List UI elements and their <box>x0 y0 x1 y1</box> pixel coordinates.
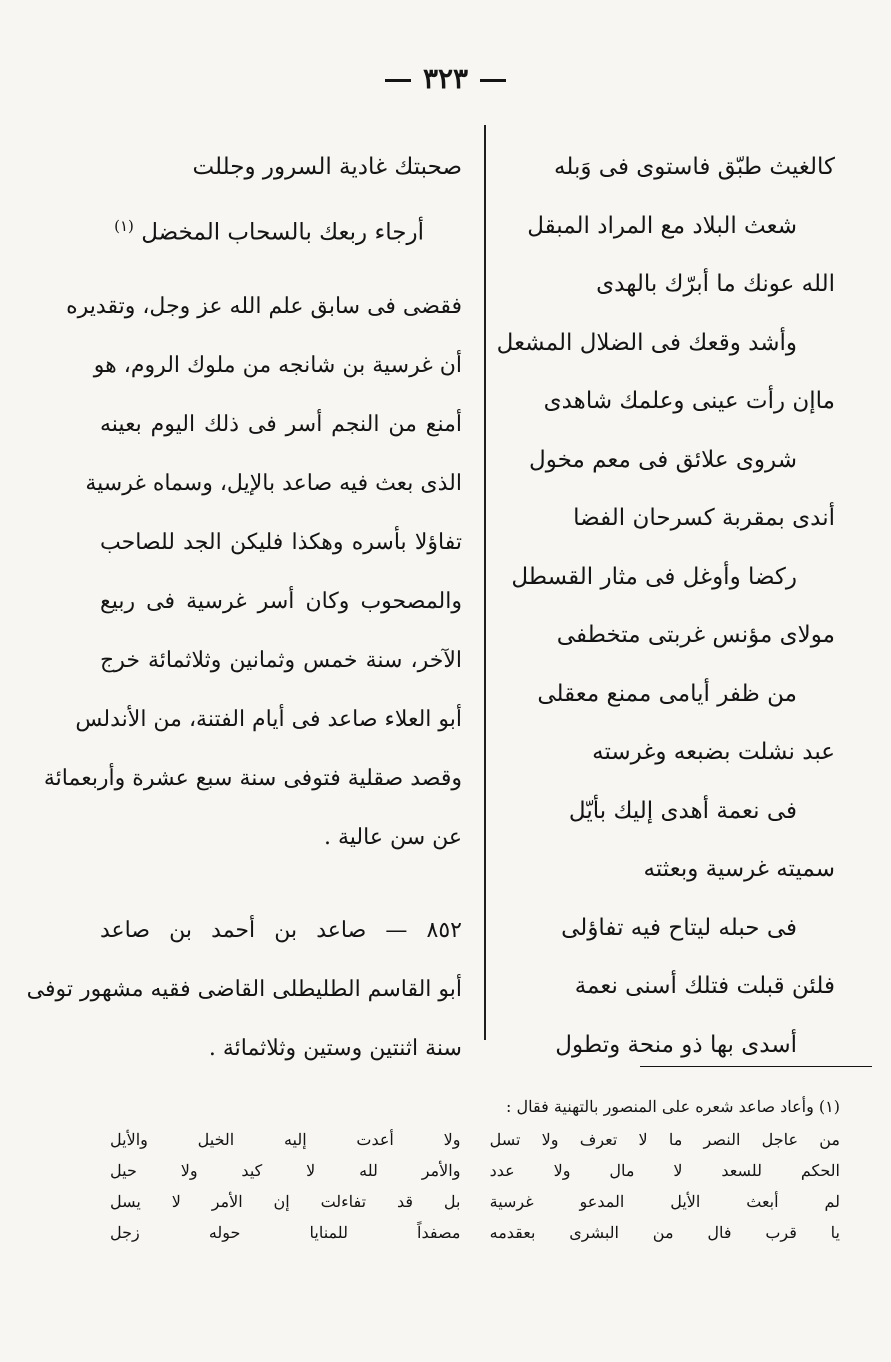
footnote-verse-2 <box>110 1155 840 1186</box>
footnote-verse-3 <box>110 1186 840 1217</box>
verse-6-hemistich-1: عبد نشلت بضبعه وغرسته <box>592 739 835 765</box>
verse-2-hemistich-1: الله عونك ما أبرّك بالهدى <box>596 271 835 297</box>
footnote-reference: (١) <box>114 216 134 235</box>
column-divider <box>484 125 486 1040</box>
verse-8-hemistich-2: أسدى بها ذو منحة وتطول <box>555 1031 797 1058</box>
footnote-verse-2-b: والأمر لله لا كيد ولا حيل <box>110 1161 461 1180</box>
prose-column <box>26 138 462 1078</box>
footnote-verse-1 <box>110 1124 840 1155</box>
paragraph-1-line-8: أبو العلاء صاعد فى أيام الفتنة، من الأندلس <box>75 707 462 732</box>
paragraph-1-line-7: الآخر، سنة خمس وثمانين وثلاثمائة خرج <box>100 648 462 673</box>
verse-2-hemistich-2: وأشد وقعك فى الضلال المشعل <box>496 329 797 356</box>
closing-verse-hemistich-1: صحبتك غادية السرور وجللت <box>192 154 462 180</box>
closing-verse-text: أرجاء ربعك بالسحاب المخضل <box>141 219 424 246</box>
footnote-verse-3-a: لم أبعث الأيل المدعو غرسية <box>489 1192 840 1211</box>
footnote-verse-4-a: يا قرب فال من البشرى بعقدمه <box>489 1223 840 1242</box>
verse-4-hemistich-2: ركضا وأوغل فى مثار القسطل <box>511 563 797 590</box>
verse-8-hemistich-1: فلئن قبلت فتلك أسنى نعمة <box>574 973 835 999</box>
verse-5-hemistich-2: من ظفر أيامى ممنع معقلى <box>537 680 797 707</box>
verse-3-hemistich-1: ماإن رأت عينى وعلمك شاهدى <box>543 388 835 414</box>
paragraph-1-line-10: عن سن عالية . <box>324 825 462 850</box>
footnote-verse-1-a: من عاجل النصر ما لا تعرف ولا تسل <box>489 1130 840 1149</box>
verse-7-hemistich-2: فى حبله ليتاح فيه تفاؤلى <box>561 914 797 941</box>
entry-852-heading: ٨٥٢ — صاعد بن أحمد بن صاعد <box>100 918 462 943</box>
verse-6-hemistich-2: فى نعمة أهدى إليك بأيّل <box>568 797 797 824</box>
paragraph-1-line-2: أن غرسية بن شانجه من ملوك الروم، هو <box>93 353 462 378</box>
verse-1-hemistich-1: كالغيث طبّق فاستوى فى وَبله <box>554 154 835 180</box>
verse-4-hemistich-1: أندى بمقربة كسرحان الفضا <box>573 505 835 531</box>
paragraph-1-line-1: فقضى فى سابق علم الله عز وجل، وتقديره <box>66 294 462 319</box>
footnote-verse-2-a: الحكم للسعد لا مال ولا عدد <box>489 1161 840 1180</box>
paragraph-2-line-3: سنة اثنتين وستين وثلاثمائة . <box>208 1036 462 1061</box>
paragraph-1-line-4: الذى بعث فيه صاعد بالإيل، وسماه غرسية <box>85 471 462 496</box>
paragraph-1-line-6: والمصحوب وكان أسر غرسية فى ربيع <box>100 589 462 614</box>
footnote-intro: (١) وأعاد صاعد شعره على المنصور بالتهنية فقال : <box>506 1097 840 1116</box>
verse-3-hemistich-2: شروى علائق فى معم مخول <box>529 446 797 473</box>
verse-5-hemistich-1: مولاى مؤنس غربتى متخطفى <box>556 622 835 648</box>
verse-1-hemistich-2: شعث البلاد مع المراد المبقل <box>527 212 797 239</box>
footnote <box>110 1090 840 1248</box>
page-number: ٣٢٣ <box>0 62 891 95</box>
closing-verse-hemistich-2 <box>100 197 462 256</box>
footnote-verse-1-b: ولا أعدت إليه الخيل والأيل <box>110 1130 461 1149</box>
footnote-verse-4-b: مصفداً للمنايا حوله زجل <box>110 1223 461 1242</box>
paragraph-2-line-2: أبو القاسم الطليطلى القاضى فقيه مشهور توفى <box>26 977 462 1002</box>
footnote-verse-4 <box>110 1217 840 1248</box>
poem-column <box>496 138 835 1074</box>
paragraph-1-line-5: تفاؤلا بأسره وهكذا فليكن الجد للصاحب <box>100 530 462 555</box>
verse-7-hemistich-1: سميته غرسية وبعثته <box>643 856 835 882</box>
footnote-rule <box>640 1066 872 1067</box>
footnote-verse-3-b: بل قد تفاءلت إن الأمر لا يسل <box>110 1192 461 1211</box>
paragraph-1-line-3: أمنع من النجم أسر فى ذلك اليوم بعينه <box>100 412 462 437</box>
paragraph-1-line-9: وقصد صقلية فتوفى سنة سبع عشرة وأربعمائة <box>43 766 462 791</box>
